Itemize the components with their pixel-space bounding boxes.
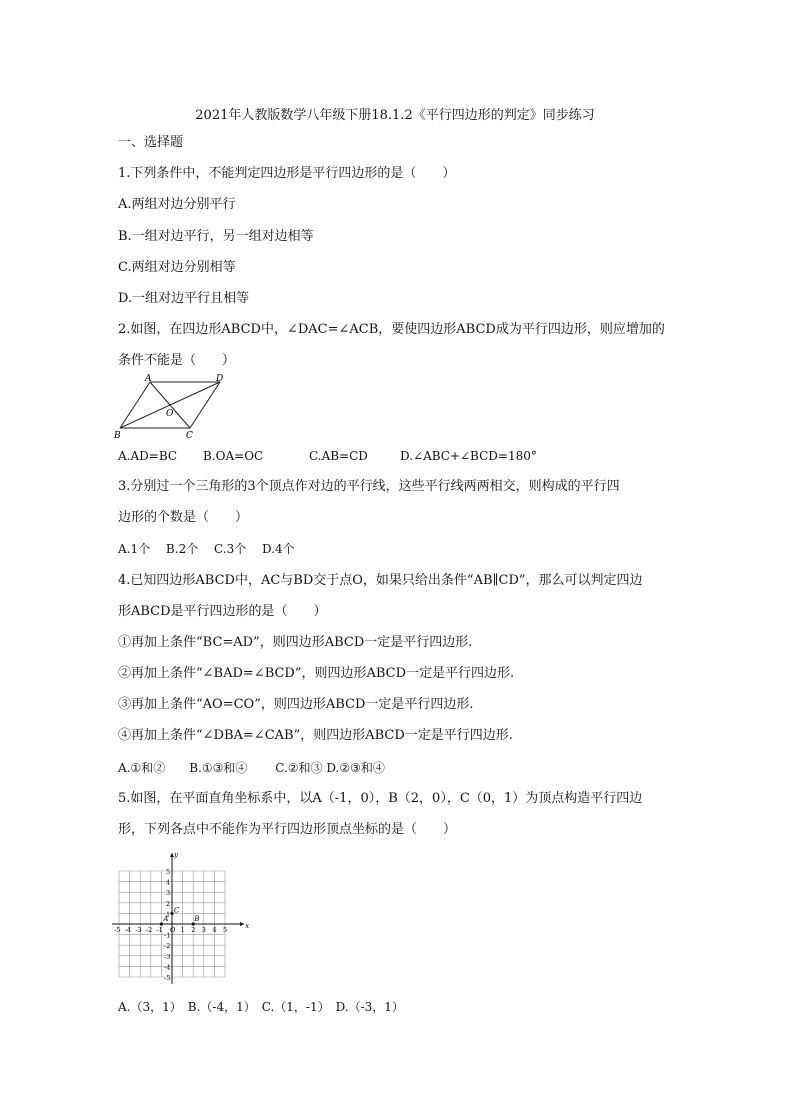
q2-option-a: A.AD=BC xyxy=(118,449,178,463)
y-tick-label: 5 xyxy=(166,868,171,876)
q5-stem-line2: 形，下列各点中不能作为平行四边形顶点坐标的是（ ） xyxy=(118,822,457,837)
q1-stem: 1.下列条件中，不能判定四边形是平行四边形的是（ ） xyxy=(118,166,456,181)
x-axis-arrow xyxy=(240,922,244,926)
point-label-b: B xyxy=(194,915,200,923)
q5-coordinate-grid xyxy=(112,848,254,984)
y-tick-label: 4 xyxy=(166,878,171,887)
q4-item-4: ④再加上条件“∠DBA=∠CAB”，则四边形ABCD一定是平行四边形. xyxy=(118,728,513,743)
x-tick-label: -4 xyxy=(124,926,131,934)
y-axis-label: y xyxy=(174,851,178,860)
q2-label-d: D xyxy=(216,374,224,384)
y-tick-label: -2 xyxy=(164,942,171,951)
q4-item-2: ②再加上条件“∠BAD=∠BCD”，则四边形ABCD一定是平行四边形. xyxy=(118,666,515,681)
q4-item-1: ①再加上条件“BC=AD”，则四边形ABCD一定是平行四边形. xyxy=(118,635,473,650)
x-tick-label: 4 xyxy=(212,926,217,934)
x-axis-label: x xyxy=(245,922,250,930)
q2-label-b: B xyxy=(114,431,121,441)
q4-item-3: ③再加上条件“AO=CO”，则四边形ABCD一定是平行四边形. xyxy=(118,697,474,712)
q5-stem-line1: 5.如图，在平面直角坐标系中，以A（-1，0），B（2，0），C（0，1）为顶点构造平行四边 xyxy=(118,791,643,806)
q3-stem-line2: 边形的个数是（ ） xyxy=(118,510,249,525)
x-tick-label: -1 xyxy=(156,926,163,934)
q2-label-o: O xyxy=(166,409,174,419)
q3-stem-line1: 3.分别过一个三角形的3个顶点作对边的平行线，这些平行线两两相交，则构成的平行四 xyxy=(118,479,620,494)
q5-options: A.（3，1） B.（-4，1） C.（1，-1） D.（-3，1） xyxy=(118,1000,404,1014)
q4-options: A.①和② B.①③和④ C.②和③ D.②③和④ xyxy=(118,761,385,775)
y-tick-label: -5 xyxy=(164,974,171,982)
x-tick-label: 2 xyxy=(191,926,196,934)
section-heading: 一、选择题 xyxy=(118,135,184,150)
q2-label-c: C xyxy=(186,431,193,441)
x-tick-label: -5 xyxy=(114,926,121,934)
y-tick-label: 2 xyxy=(166,899,171,908)
q2-stem-line1: 2.如图，在四边形ABCD中，∠DAC=∠ACB，要使四边形ABCD成为平行四边形，则应增加的 xyxy=(118,322,665,337)
worksheet-title: 2021年人教版数学八年级下册18.1.2《平行四边形的判定》同步练习 xyxy=(195,108,595,123)
q1-option-a: A.两组对边分别平行 xyxy=(118,197,236,212)
y-tick-label: -4 xyxy=(164,963,171,972)
q1-option-b: B.一组对边平行，另一组对边相等 xyxy=(118,229,314,244)
q3-options: A.1个 B.2个 C.3个 D.4个 xyxy=(118,542,295,556)
x-tick-label: O xyxy=(170,926,176,934)
x-tick-label: 1 xyxy=(180,926,185,934)
x-tick-label: 3 xyxy=(201,926,206,934)
q2-option-b: B.OA=OC xyxy=(203,449,264,463)
q2-option-c: C.AB=CD xyxy=(309,449,368,463)
q4-stem-line2: 形ABCD是平行四边形的是（ ） xyxy=(118,604,327,619)
q2-parallelogram-figure xyxy=(112,372,242,442)
y-tick-label: -3 xyxy=(164,952,171,961)
q2-option-d: D.∠ABC+∠BCD=180° xyxy=(400,449,537,463)
y-tick-label: 1 xyxy=(166,910,171,919)
y-tick-label: 3 xyxy=(166,889,171,898)
x-tick-label: -2 xyxy=(145,926,153,934)
point-label-a: A xyxy=(163,915,169,923)
q2-stem-line2: 条件不能是（ ） xyxy=(118,353,236,368)
y-tick-label: -1 xyxy=(164,931,171,940)
point-label-c: C xyxy=(174,906,180,915)
x-tick-label: 5 xyxy=(223,926,228,934)
q2-label-a: A xyxy=(145,374,152,384)
q1-option-d: D.一组对边平行且相等 xyxy=(118,291,250,306)
q4-stem-line1: 4.已知四边形ABCD中，AC与BD交于点O，如果只给出条件“AB∥CD”，那么可以判定四边 xyxy=(118,573,643,588)
x-tick-label: -3 xyxy=(135,926,142,934)
q1-option-c: C.两组对边分别相等 xyxy=(118,260,236,275)
